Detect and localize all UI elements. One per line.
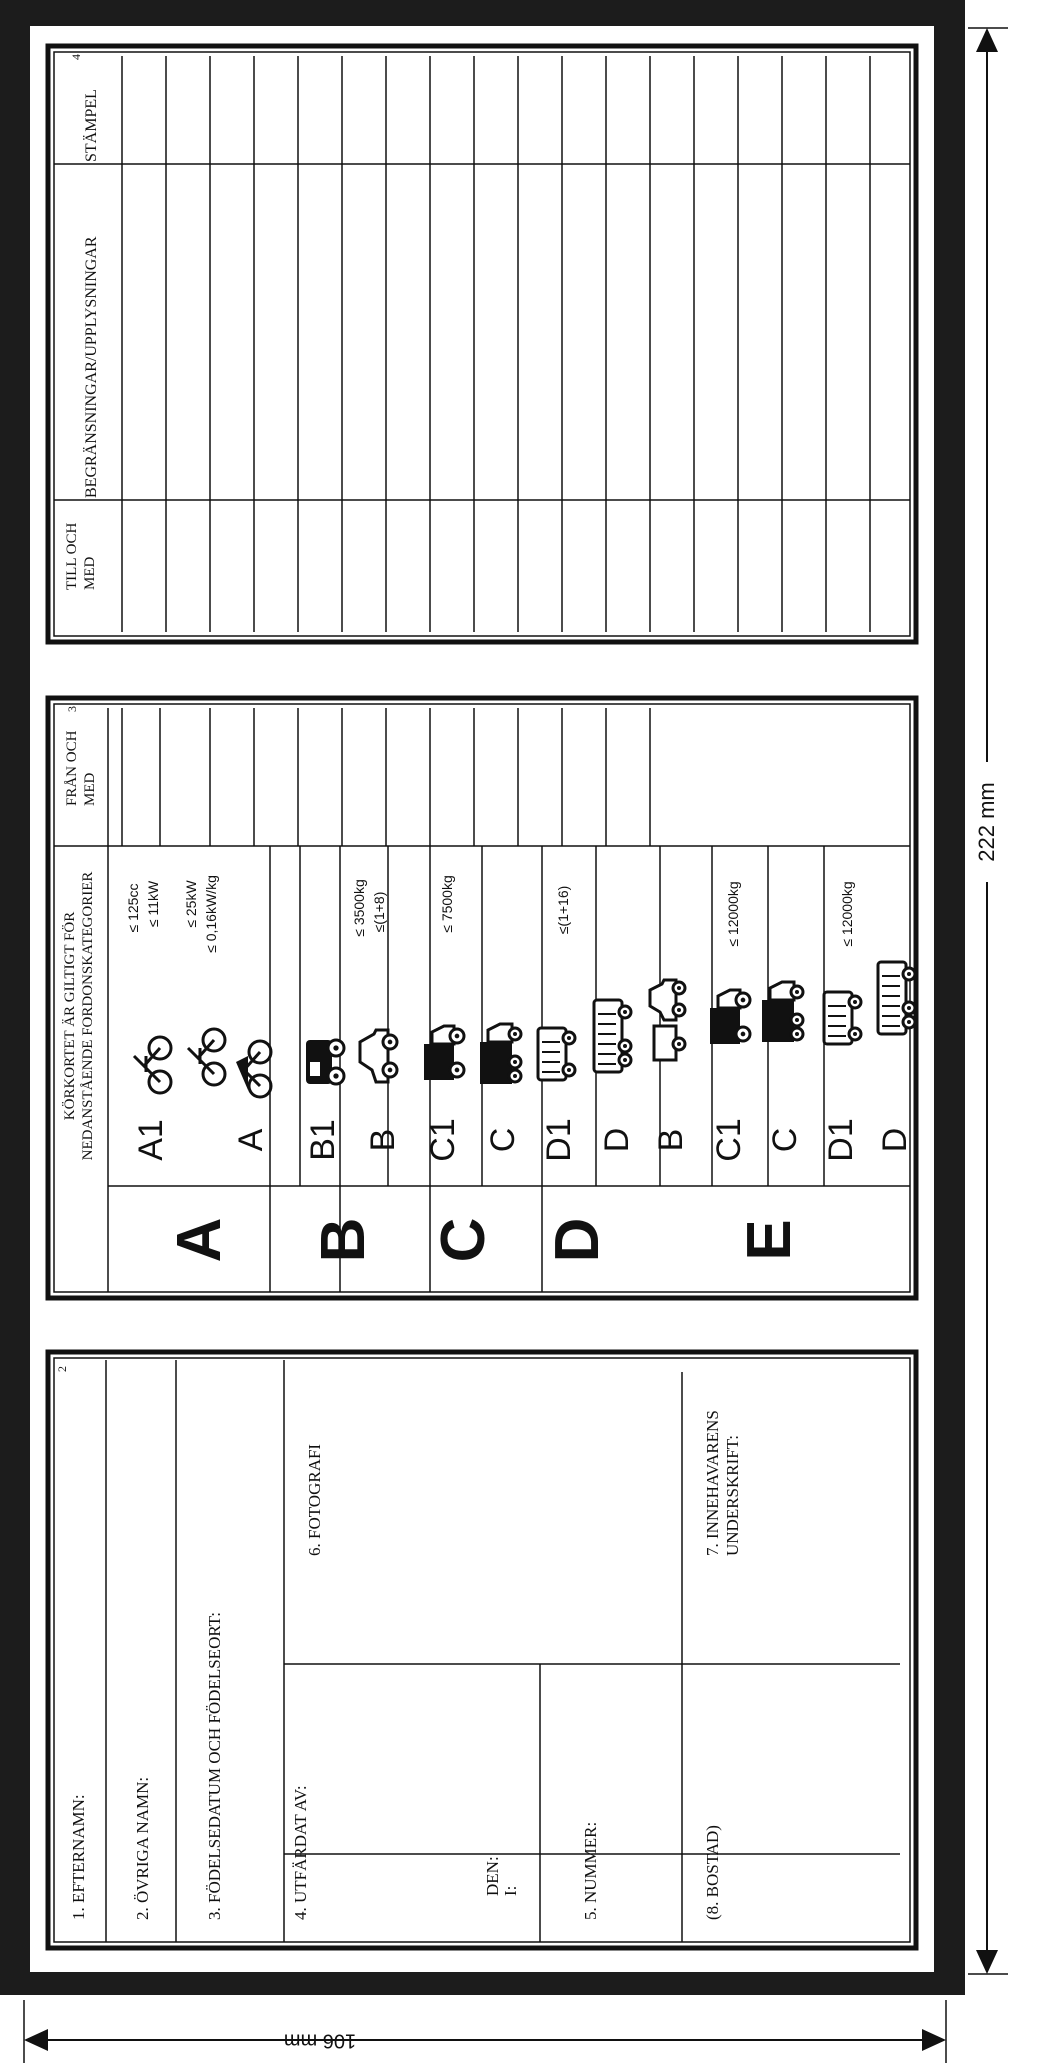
- page-number-4: 4: [69, 54, 83, 60]
- col-restrictions-label: BEGRÄNSNINGAR/UPPLYSNINGAR: [83, 236, 100, 498]
- dimension-height: [968, 28, 1008, 1974]
- field-signature-2: UNDERSKRIFT:: [723, 1434, 742, 1556]
- categories-header-1: KÖRKORTET ÄR GILTIGT FÖR: [62, 911, 78, 1121]
- field-issued-by: 4. UTFÄRDAT AV:: [291, 1785, 310, 1920]
- field-residence: (8. BOSTAD): [703, 1825, 722, 1920]
- group-letter-c: C: [429, 1217, 498, 1263]
- field-den: DEN:: [483, 1856, 502, 1896]
- field-surname: 1. EFTERNAMN:: [69, 1794, 88, 1920]
- field-other-names: 2. ÖVRIGA NAMN:: [133, 1776, 152, 1920]
- col-stamp-label: STÄMPEL: [83, 89, 100, 162]
- code-d: D: [598, 1127, 636, 1153]
- field-photo: 6. FOTOGRAFI: [305, 1443, 324, 1556]
- group-letter-d: D: [543, 1217, 612, 1263]
- col-until-label-1: TILL OCH: [64, 522, 80, 590]
- code-ed1: D1: [822, 1118, 860, 1162]
- limit-b-2: ≤(1+8): [371, 891, 387, 933]
- limit-a-1: ≤ 25kW: [183, 880, 199, 928]
- code-a: A: [232, 1128, 270, 1152]
- limit-ed1-1: ≤ 12000kg: [839, 881, 855, 947]
- limit-a1-2: ≤ 11kW: [145, 880, 161, 928]
- from-label-1: FRÅN OCH: [64, 730, 80, 806]
- field-number: 5. NUMMER:: [581, 1821, 600, 1920]
- field-signature-1: 7. INNEHAVARENS: [703, 1410, 722, 1556]
- code-c1: C1: [424, 1118, 462, 1162]
- limit-a-2: ≤ 0,16kW/kg: [203, 875, 219, 953]
- dimension-width: [24, 2000, 946, 2063]
- page-number-2: 2: [55, 1366, 69, 1372]
- group-letter-e: E: [735, 1219, 804, 1261]
- code-ed: D: [876, 1127, 914, 1153]
- from-label-2: MED: [82, 772, 98, 806]
- limit-d1-1: ≤(1+16): [555, 885, 571, 935]
- code-ec: C: [766, 1127, 804, 1153]
- code-eb: B: [652, 1128, 690, 1152]
- categories-header-2: NEDANSTÅENDE FORDONSKATEGORIER: [80, 871, 96, 1161]
- height-label: 222 mm: [974, 782, 999, 862]
- field-i: I:: [501, 1885, 520, 1896]
- field-birth: 3. FÖDELSEDATUM OCH FÖDELSEORT:: [205, 1612, 224, 1920]
- limit-a1-1: ≤ 125cc: [125, 883, 141, 933]
- limit-b-1: ≤ 3500kg: [351, 879, 367, 937]
- limit-c1-1: ≤ 7500kg: [439, 875, 455, 933]
- group-letter-b: B: [309, 1217, 378, 1263]
- page-number-3: 3: [65, 706, 79, 712]
- col-until-label-2: MED: [82, 556, 98, 590]
- code-b: B: [364, 1128, 402, 1152]
- limit-ec1-1: ≤ 12000kg: [725, 881, 741, 947]
- group-letter-a: A: [165, 1217, 234, 1263]
- code-c: C: [484, 1127, 522, 1153]
- code-b1: B1: [304, 1119, 342, 1161]
- code-a1: A1: [132, 1119, 170, 1161]
- width-label: 106 mm: [283, 2029, 357, 2052]
- code-d1: D1: [540, 1118, 578, 1162]
- code-ec1: C1: [710, 1118, 748, 1162]
